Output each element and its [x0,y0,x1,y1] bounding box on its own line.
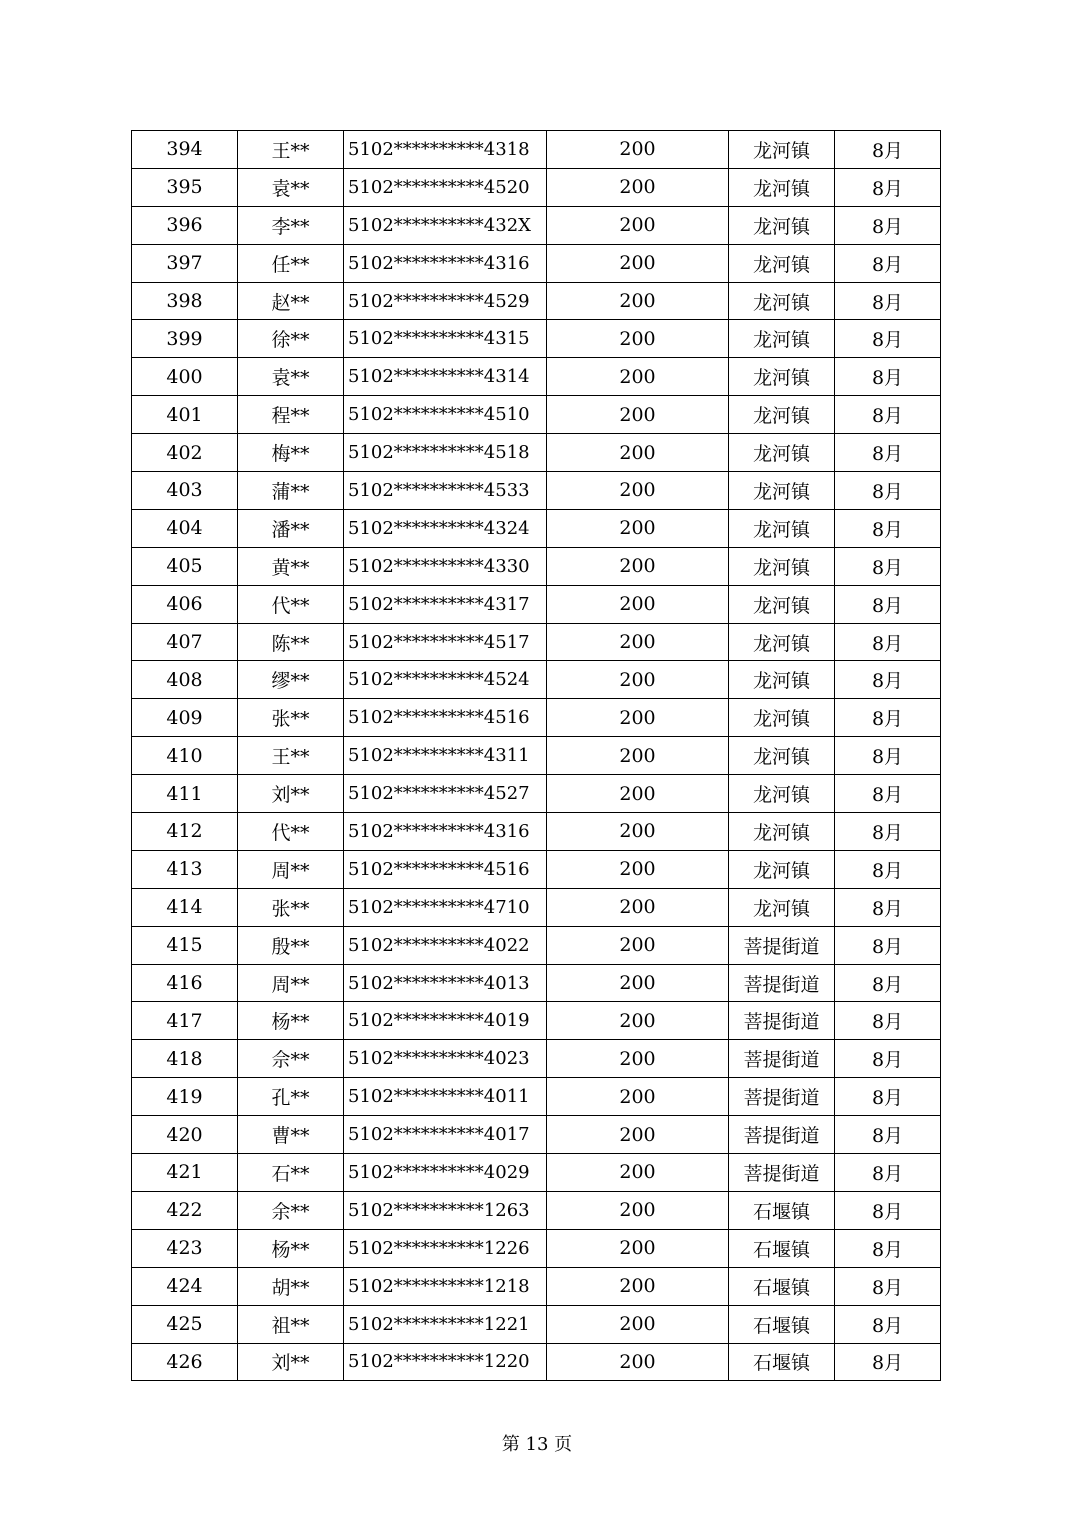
table-row [132,206,941,244]
row-number-cell: 397 [132,244,238,282]
name-cell: 佘** [238,1040,344,1078]
table-row [132,358,941,396]
region-cell: 菩提街道 [729,1154,835,1192]
amount-cell: 200 [547,1002,729,1040]
amount-cell: 200 [547,547,729,585]
name-cell: 袁** [238,168,344,206]
table-row [132,396,941,434]
id-number-cell: 5102**********4022 [344,926,547,964]
row-number-cell: 414 [132,888,238,926]
amount-cell: 200 [547,661,729,699]
id-number-cell: 5102**********4516 [344,850,547,888]
name-cell: 余** [238,1191,344,1229]
month-cell: 8月 [835,244,941,282]
name-cell: 梅** [238,434,344,472]
row-number-cell: 418 [132,1040,238,1078]
table-row [132,1154,941,1192]
region-cell: 龙河镇 [729,244,835,282]
name-cell: 黄** [238,547,344,585]
amount-cell: 200 [547,206,729,244]
name-cell: 刘** [238,1343,344,1381]
id-number-cell: 5102**********4311 [344,737,547,775]
amount-cell: 200 [547,1229,729,1267]
row-number-cell: 407 [132,623,238,661]
region-cell: 龙河镇 [729,775,835,813]
amount-cell: 200 [547,320,729,358]
id-number-cell: 5102**********4317 [344,585,547,623]
row-number-cell: 419 [132,1078,238,1116]
amount-cell: 200 [547,472,729,510]
month-cell: 8月 [835,509,941,547]
name-cell: 曹** [238,1116,344,1154]
name-cell: 陈** [238,623,344,661]
table-row [132,1116,941,1154]
month-cell: 8月 [835,585,941,623]
id-number-cell: 5102**********4527 [344,775,547,813]
table-row [132,131,941,169]
month-cell: 8月 [835,926,941,964]
month-cell: 8月 [835,623,941,661]
amount-cell: 200 [547,168,729,206]
table-row [132,1078,941,1116]
amount-cell: 200 [547,1305,729,1343]
table-row [132,168,941,206]
name-cell: 周** [238,850,344,888]
region-cell: 龙河镇 [729,396,835,434]
amount-cell: 200 [547,1343,729,1381]
table-row [132,623,941,661]
table-row [132,1002,941,1040]
region-cell: 龙河镇 [729,850,835,888]
row-number-cell: 410 [132,737,238,775]
row-number-cell: 415 [132,926,238,964]
row-number-cell: 400 [132,358,238,396]
amount-cell: 200 [547,1040,729,1078]
amount-cell: 200 [547,282,729,320]
table-row [132,1229,941,1267]
name-cell: 王** [238,737,344,775]
month-cell: 8月 [835,131,941,169]
table-row [132,1305,941,1343]
row-number-cell: 398 [132,282,238,320]
name-cell: 代** [238,585,344,623]
table-row [132,585,941,623]
month-cell: 8月 [835,1343,941,1381]
name-cell: 徐** [238,320,344,358]
id-number-cell: 5102**********4318 [344,131,547,169]
table-row [132,775,941,813]
amount-cell: 200 [547,1116,729,1154]
region-cell: 石堰镇 [729,1305,835,1343]
name-cell: 代** [238,813,344,851]
month-cell: 8月 [835,1116,941,1154]
region-cell: 龙河镇 [729,888,835,926]
id-number-cell: 5102**********4518 [344,434,547,472]
table-row [132,850,941,888]
table-row [132,813,941,851]
month-cell: 8月 [835,1078,941,1116]
table-row [132,737,941,775]
row-number-cell: 394 [132,131,238,169]
month-cell: 8月 [835,1154,941,1192]
name-cell: 杨** [238,1229,344,1267]
id-number-cell: 5102**********4023 [344,1040,547,1078]
id-number-cell: 5102**********4029 [344,1154,547,1192]
id-number-cell: 5102**********4529 [344,282,547,320]
id-number-cell: 5102**********4533 [344,472,547,510]
name-cell: 缪** [238,661,344,699]
table-row [132,547,941,585]
roster-table [131,130,941,1381]
month-cell: 8月 [835,472,941,510]
table-row [132,509,941,547]
name-cell: 潘** [238,509,344,547]
month-cell: 8月 [835,282,941,320]
id-number-cell: 5102**********4316 [344,813,547,851]
month-cell: 8月 [835,168,941,206]
row-number-cell: 416 [132,964,238,1002]
table-row [132,434,941,472]
region-cell: 石堰镇 [729,1191,835,1229]
table-row [132,320,941,358]
name-cell: 周** [238,964,344,1002]
id-number-cell: 5102**********4510 [344,396,547,434]
id-number-cell: 5102**********4517 [344,623,547,661]
amount-cell: 200 [547,813,729,851]
row-number-cell: 406 [132,585,238,623]
region-cell: 菩提街道 [729,1116,835,1154]
name-cell: 石** [238,1154,344,1192]
row-number-cell: 403 [132,472,238,510]
id-number-cell: 5102**********4011 [344,1078,547,1116]
region-cell: 龙河镇 [729,737,835,775]
table-row [132,1267,941,1305]
amount-cell: 200 [547,509,729,547]
month-cell: 8月 [835,396,941,434]
region-cell: 龙河镇 [729,472,835,510]
amount-cell: 200 [547,1267,729,1305]
id-number-cell: 5102**********4520 [344,168,547,206]
id-number-cell: 5102**********1218 [344,1267,547,1305]
month-cell: 8月 [835,1305,941,1343]
id-number-cell: 5102**********4017 [344,1116,547,1154]
region-cell: 菩提街道 [729,926,835,964]
month-cell: 8月 [835,1040,941,1078]
region-cell: 菩提街道 [729,964,835,1002]
page-number: 第 13 页 [501,1434,573,1455]
table-row [132,699,941,737]
table-row [132,1191,941,1229]
row-number-cell: 408 [132,661,238,699]
id-number-cell: 5102**********4019 [344,1002,547,1040]
row-number-cell: 405 [132,547,238,585]
month-cell: 8月 [835,737,941,775]
id-number-cell: 5102**********4316 [344,244,547,282]
amount-cell: 200 [547,699,729,737]
table-row [132,888,941,926]
name-cell: 程** [238,396,344,434]
id-number-cell: 5102**********4524 [344,661,547,699]
month-cell: 8月 [835,1229,941,1267]
region-cell: 龙河镇 [729,585,835,623]
row-number-cell: 411 [132,775,238,813]
month-cell: 8月 [835,775,941,813]
amount-cell: 200 [547,434,729,472]
id-number-cell: 5102**********4314 [344,358,547,396]
amount-cell: 200 [547,1191,729,1229]
region-cell: 龙河镇 [729,813,835,851]
month-cell: 8月 [835,661,941,699]
amount-cell: 200 [547,358,729,396]
row-number-cell: 412 [132,813,238,851]
amount-cell: 200 [547,850,729,888]
name-cell: 赵** [238,282,344,320]
name-cell: 刘** [238,775,344,813]
month-cell: 8月 [835,1002,941,1040]
region-cell: 龙河镇 [729,623,835,661]
amount-cell: 200 [547,244,729,282]
name-cell: 张** [238,888,344,926]
month-cell: 8月 [835,888,941,926]
name-cell: 王** [238,131,344,169]
region-cell: 菩提街道 [729,1078,835,1116]
table-row [132,661,941,699]
amount-cell: 200 [547,964,729,1002]
row-number-cell: 396 [132,206,238,244]
table-row [132,1343,941,1381]
id-number-cell: 5102**********4324 [344,509,547,547]
region-cell: 石堰镇 [729,1229,835,1267]
amount-cell: 200 [547,775,729,813]
id-number-cell: 5102**********4013 [344,964,547,1002]
row-number-cell: 402 [132,434,238,472]
region-cell: 龙河镇 [729,699,835,737]
region-cell: 龙河镇 [729,547,835,585]
region-cell: 龙河镇 [729,206,835,244]
region-cell: 菩提街道 [729,1040,835,1078]
region-cell: 龙河镇 [729,434,835,472]
region-cell: 石堰镇 [729,1267,835,1305]
table-row [132,1040,941,1078]
region-cell: 龙河镇 [729,509,835,547]
row-number-cell: 395 [132,168,238,206]
month-cell: 8月 [835,206,941,244]
row-number-cell: 409 [132,699,238,737]
name-cell: 祖** [238,1305,344,1343]
row-number-cell: 401 [132,396,238,434]
name-cell: 张** [238,699,344,737]
amount-cell: 200 [547,585,729,623]
table-row [132,472,941,510]
name-cell: 袁** [238,358,344,396]
row-number-cell: 413 [132,850,238,888]
amount-cell: 200 [547,926,729,964]
month-cell: 8月 [835,813,941,851]
name-cell: 蒲** [238,472,344,510]
name-cell: 任** [238,244,344,282]
month-cell: 8月 [835,547,941,585]
month-cell: 8月 [835,358,941,396]
name-cell: 胡** [238,1267,344,1305]
id-number-cell: 5102**********1220 [344,1343,547,1381]
row-number-cell: 424 [132,1267,238,1305]
roster-body [132,131,941,1381]
region-cell: 龙河镇 [729,320,835,358]
id-number-cell: 5102**********432X [344,206,547,244]
id-number-cell: 5102**********4330 [344,547,547,585]
region-cell: 龙河镇 [729,168,835,206]
amount-cell: 200 [547,737,729,775]
table-row [132,926,941,964]
month-cell: 8月 [835,964,941,1002]
amount-cell: 200 [547,396,729,434]
name-cell: 殷** [238,926,344,964]
region-cell: 龙河镇 [729,661,835,699]
name-cell: 孔** [238,1078,344,1116]
region-cell: 龙河镇 [729,131,835,169]
table-row [132,964,941,1002]
id-number-cell: 5102**********4315 [344,320,547,358]
row-number-cell: 423 [132,1229,238,1267]
row-number-cell: 404 [132,509,238,547]
region-cell: 龙河镇 [729,282,835,320]
id-number-cell: 5102**********1221 [344,1305,547,1343]
row-number-cell: 420 [132,1116,238,1154]
id-number-cell: 5102**********4516 [344,699,547,737]
id-number-cell: 5102**********1226 [344,1229,547,1267]
month-cell: 8月 [835,1267,941,1305]
amount-cell: 200 [547,131,729,169]
row-number-cell: 422 [132,1191,238,1229]
region-cell: 石堰镇 [729,1343,835,1381]
region-cell: 龙河镇 [729,358,835,396]
region-cell: 菩提街道 [729,1002,835,1040]
id-number-cell: 5102**********1263 [344,1191,547,1229]
row-number-cell: 421 [132,1154,238,1192]
row-number-cell: 399 [132,320,238,358]
id-number-cell: 5102**********4710 [344,888,547,926]
row-number-cell: 425 [132,1305,238,1343]
month-cell: 8月 [835,434,941,472]
name-cell: 李** [238,206,344,244]
row-number-cell: 426 [132,1343,238,1381]
month-cell: 8月 [835,1191,941,1229]
name-cell: 杨** [238,1002,344,1040]
table-row [132,244,941,282]
month-cell: 8月 [835,320,941,358]
table-row [132,282,941,320]
month-cell: 8月 [835,699,941,737]
amount-cell: 200 [547,623,729,661]
amount-cell: 200 [547,1154,729,1192]
month-cell: 8月 [835,850,941,888]
amount-cell: 200 [547,1078,729,1116]
amount-cell: 200 [547,888,729,926]
row-number-cell: 417 [132,1002,238,1040]
